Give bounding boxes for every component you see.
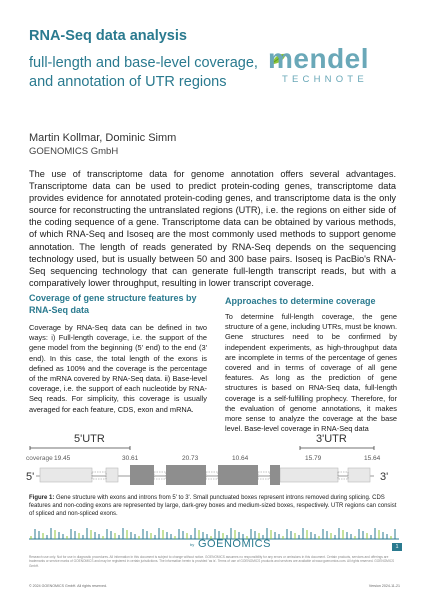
figure-caption-lead: Figure 1:: [29, 495, 55, 501]
coverage-value-2: 30.61: [122, 455, 139, 462]
legal-disclaimer: Research use only. Not for use in diagnostic procedures. All information in this document is subject to change without notice. GOENOMICS assumes no responsibility for any errors or omissions in this document. Certain products, services and offerings are trademarks or service marks of GOENOMICS and may be registered in certain jurisdictions. The information herein is provided 'as is'. Terms of use of GOENOMICS products and services are available at www.goenomics.com. All rights reserved. GOENOMICS GmbH.: [29, 555, 395, 568]
footer-brand-by: by: [190, 542, 195, 547]
figure-caption: [29, 494, 399, 518]
gene-structure-figure: [22, 404, 400, 489]
mendel-technote-logo: [268, 44, 398, 88]
logo-wordmark: mendel: [268, 43, 370, 74]
coverage-value-5: 15.79: [305, 455, 322, 462]
page-number: 1: [392, 543, 402, 551]
utr5-label: 5'UTR: [74, 433, 105, 445]
coverage-label: coverage: [26, 455, 53, 462]
cds-exon-4: [270, 465, 280, 485]
cds-exon-1: [130, 465, 154, 485]
gene-structure-diagram: [22, 404, 400, 489]
coverage-value-3: 20.73: [182, 455, 199, 462]
intro-paragraph: The use of transcriptome data for genome annotation offers several advantages. Transcriptome data can be used to predict protein-coding genes, transcriptome data provides evidence for annotated protein-coding genes, and transcriptome data is the only source for reconstructing the untranslated regions (UTR), i.e. the regions on either side of the coding sequence of a gene. Transcriptome data can be obtained by various methods, of which RNA-Seq and Isoseq are the most commonly used methods to support genome annotation. The length of reads generated by RNA-Seq depends on the sequencing technology used, but is usually between 50 and 300 base pairs. Isoseq is PacBio's RNA-Seq sequencing technology that can generate full-length transcript reads, but with a comparatively lower throughput, resulting in lower transcript coverage.: [29, 169, 396, 288]
coverage-value-1: 19.45: [54, 455, 71, 462]
utr3-exon-2: [348, 468, 370, 482]
company: GOENOMICS GmbH: [29, 146, 119, 157]
coverage-value-4: 10.64: [232, 455, 249, 462]
three-prime-end: 3': [380, 471, 389, 483]
document-title: RNA-Seq data analysis: [29, 28, 187, 44]
coverage-value-6: 15.64: [364, 455, 381, 462]
authors: Martin Kollmar, Dominic Simm: [29, 132, 177, 144]
cds-exon-2: [166, 465, 206, 485]
utr5-exon-2: [106, 468, 118, 482]
document-subtitle: full-length and base-level coverage, and annotation of UTR regions: [29, 55, 258, 90]
copyright: © 2024 GOENOMICS GmbH. All rights reserved.: [29, 584, 107, 588]
section-heading-coverage: Coverage of gene structure features by RNA-Seq data: [29, 293, 197, 315]
section-body-coverage: Coverage by RNA-Seq data can be defined in two ways: i) Full-length coverage, i.e. the support of the gene model from the beginning (5' end) to the end (3' end). In this case, the total length of the exons is defined as 100% and the coverage is the percentage of the mRNA covered by RNA-Seq data. ii) Base-level coverage, i.e. the support of each nucleotide by RNA-Seq reads. For simplicity, this coverage is usually averaged for each feature, CDS, exon and mRNA.: [29, 323, 207, 414]
version: Version 2024-11-21: [368, 584, 400, 588]
section-body-approaches: To determine full-length coverage, the gene structure of a gene, including UTRs, must be known. Gene structures need to be confirmed by independent experiments, as high-throughput data are incomplete in terms of the percentage of genes covered and in terms of coverage of all gene features. As long as the prediction of gene structures is based on RNA-Seq data, full-length coverage is a self-fulfilling prophecy. Therefore, for the evaluation of genome annotations, it makes more sense to analyze the coverage at the base level. Base-level coverage in RNA-Seq data: [225, 312, 397, 434]
figure-caption-text: Gene structure with exons and introns from 5' to 3'. Small punctuated boxes represent introns removed during splicing. CDS features and non-coding exons are represented by large, dark-grey boxes and medium-sized boxes, respectively. UTR regions can consist of spliced and non-spliced exons.: [29, 495, 397, 517]
utr5-exon: [40, 468, 92, 482]
utr3-exon: [280, 468, 338, 482]
section-heading-approaches: Approaches to determine coverage: [225, 296, 376, 306]
logo-subtitle: TECHNOTE: [282, 74, 368, 85]
footer-brand-name: GOENOMICS: [198, 538, 271, 550]
cds-exon-3: [218, 465, 258, 485]
utr3-label: 3'UTR: [316, 433, 347, 445]
five-prime-end: 5': [26, 471, 35, 483]
footer-brand: [190, 538, 270, 552]
